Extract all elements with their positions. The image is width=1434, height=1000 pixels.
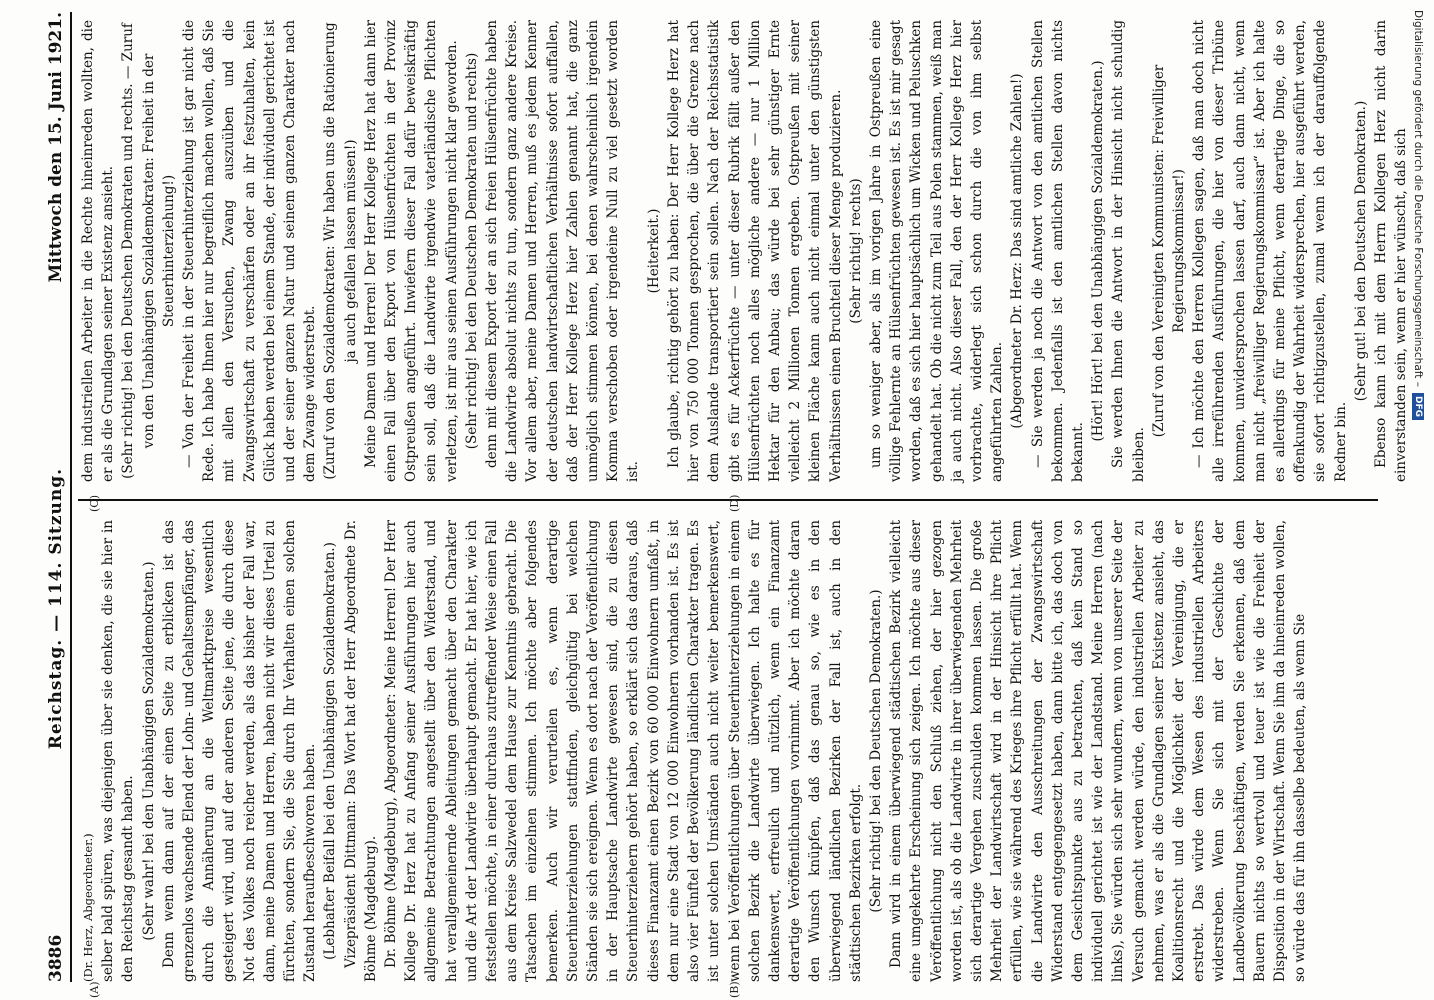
- left-column-paragraph: Denn wenn dann auf der einen Seite zu erblicken ist das grenzenlos wachsende Elend der Lohn- und Gehaltsempfänger, das durch die Annäherung an die Weltmarktpreise wesentlich gesteigert wird, und auf der anderen Seite jene, die durch diese Not des Volkes noch reicher werden, als das bisher der Fall war, dann, meine Damen und Herren, haben nicht wir dieses Urteil zu fürchten, sondern Sie, die Sie durch Ihr Verhalten einen solchen Zustand heraufbeschworen haben.: [160, 520, 319, 982]
- right-column-paragraph: — Sie werden ja noch die Antwort von den amtlichen Stellen bekommen. Jedenfalls ist den amtlichen Stellen davon nichts bekannt.: [1029, 20, 1086, 482]
- margin-marker-d: (D): [728, 494, 741, 512]
- right-column-paragraph: (Hört! Hört! bei den Unabhängigen Sozialdemokraten.): [1090, 60, 1107, 442]
- page-content: [38, 12, 1410, 998]
- right-column-paragraph: (Zuruf von den Sozialdemokraten: Wir haben uns die Rationierung ja auch gefallen lassen müssen!): [322, 22, 359, 480]
- right-column-paragraph: denn mit diesem Export der an sich freien Hülsenfrüchte haben die Landwirte absolut nichts zu tun, sondern ganz andere Kreise. Vor allem aber, meine Damen und Herren, muß es jedem Kenner der deutschen landwirtschaftlichen Verhältnisse sofort auffallen, daß der Herr Kollege Herz hier Zahlen genannt hat, die ganz unmöglich stimmen können, bei denen wahrscheinlich irgendein Komma verschoben oder irgendeine Null zu viel gesetzt worden ist.: [484, 20, 642, 482]
- right-column-paragraph: (Sehr richtig! rechts): [847, 178, 864, 324]
- margin-marker-a: (A): [88, 981, 101, 998]
- right-column-paragraph: um so weniger aber, als im vorigen Jahre in Ostpreußen eine völlige Fehlernte an Hülsenfrüchten gewesen ist. Es ist mir gesagt worden, daß es sich hier hauptsächlich um Wicken und Peluschken gehandelt hat. Ob die nicht zum Teil aus Polen stammen, weiß man ja auch nicht. Also dieser Fall, den der Herr Kollege Herz hier vorbrachte, widerlegt sich schon durch die von ihm selbst angeführten Zahlen.: [867, 20, 1006, 482]
- right-column-paragraph: Ich glaube, richtig gehört zu haben: Der Herr Kollege Herz hat hier von 750 000 Tonnen gesprochen, die über die Grenze nach dem Auslande transportiert sein sollen. Nach der Reichsstatistik gibt es für Ackerfrüchte — unter dieser Rubrik fällt außer den Hülsenfrüchten noch alles mögliche andere — nur 1 Million Hektar für den Anbau; das würde bei sehr günstiger Ernte vielleicht 2 Millionen Tonnen ergeben. Ostpreußen mit seiner kleinen Fläche kann auch nicht einmal unter den günstigsten Verhältnissen einen Bruchteil dieser Menge produzieren.: [665, 20, 844, 482]
- session-title: Reichstag. — 114. Sitzung.: [46, 467, 66, 750]
- dfg-logo: DFG: [1412, 393, 1424, 420]
- right-column-paragraph: (Zuruf von den Vereinigten Kommunisten: Freiwilliger Regierungskommissar!): [1150, 64, 1187, 438]
- left-column-paragraph: Vizepräsident Dittmann: Das Wort hat der Herr Abgeordnete Dr. Böhme (Magdeburg).: [342, 520, 379, 982]
- right-column-paragraph: dem industriellen Arbeiter in die Rechte hineinreden wollten, die er als die Grundlagen seiner Existenz ansieht.: [80, 20, 117, 482]
- right-column-paragraph: — Ich möchte den Herren Kollegen sagen, daß man doch nicht alle irreführenden Ausführungen, die hier von dieser Tribüne kommen, unwidersprochen lassen darf, auch dann nicht, wenn man nicht „freiwilliger Regierungskommissar“ ist. Aber ich halte es allerdings für meine Pflicht, wenn derartige Dinge, die so offenkundig der Wahrheit widersprechen, hier ausgeführt werden, sie sofort richtigzustellen, zumal wenn ich der darauffolgende Redner bin.: [1191, 20, 1349, 482]
- margin-marker-c: (C): [88, 495, 101, 512]
- left-column-paragraph: selber bald spüren, was diejenigen über sie denken, die sie hier in den Reichstag gesandt haben.: [100, 520, 137, 982]
- left-column-paragraph: Dr. Böhme (Magdeburg), Abgeordneter: Meine Herren! Der Herr Kollege Dr. Herz hat zu Anfang seiner Ausführungen hier auch allgemeine Betrachtungen angestellt über den Widerstand, und hat verallgemeinernde Ableitungen gemacht über den Charakter und die Art der Landwirte überhaupt gemacht. Er hat hier, wie ich feststellen möchte, in einer durchaus zutreffender Weise einen Fall aus dem Kreise Salzwedel dem Hause zur Kenntnis gebracht. Die Tatsachen im einzelnen stimmen. Ich möchte aber folgendes bemerken. Auch wir verurteilen es, wenn derartige Steuerhinterziehungen stattfinden, gleichgültig bei welchen Ständen sie sich ereignen. Wenn es dort nach der Veröffentlichung in der Hauptsache Landwirte gewesen sind, die zu diesen Steuerhinterziehern gehört haben, so erklärt sich das daraus, daß dieses Finanzamt einen Bezirk von 60 000 Einwohnern umfaßt, in dem nur eine Stadt von 12 000 Einwohnern vorhanden ist. Es ist also vier Fünftel der Bevölkerung ländlichen Charakter tragen. Es ist unter solchen Umständen auch nicht weiter bemerkenswert, wenn bei Veröffentlichungen über Steuerhinterziehungen in einem solchen Bezirk die Landwirte überwiegen. Ich halte es für dankenswert, erfreulich und nützlich, wenn ein Finanzamt derartige Veröffentlichungen vornimmt. Aber ich möchte daran den Wunsch knüpfen, daß das genau so, wie es in den überwiegend ländlichen Bezirken der Fall ist, auch in den städtischen Bezirken erfolgt.: [383, 520, 864, 982]
- left-column: [78, 520, 1378, 982]
- right-column: [78, 20, 1410, 482]
- credit-text: Digitalisierung gefördert durch die Deutsche Forschungsgemeinschaft –: [1412, 10, 1424, 387]
- right-column-paragraph: (Sehr richtig! bei den Deutschen Demokraten und rechts. — Zuruf von den Unabhängigen Sozialdemokraten: Freiheit in der Steuerhinterziehung!): [120, 23, 177, 479]
- digitization-credit: [1408, 10, 1428, 990]
- right-column-paragraph: (Heiterkeit.): [645, 208, 662, 294]
- right-column-paragraph: (Abgeordneter Dr. Herz: Das sind amtliche Zahlen!): [1009, 73, 1026, 429]
- margin-marker-b: (B): [728, 981, 741, 998]
- page-number: 3886: [46, 934, 66, 982]
- right-column-paragraph: — Von der Freiheit in der Steuerhinterziehung ist gar nicht die Rede. Ich habe Ihnen hier nur begreiflich machen wollen, daß Sie mit allen den Versuchen, Zwang auszuüben und die Zwangswirtschaft zu verschärfen oder an ihr festzuhalten, kein Glück haben werden bei einem Stande, der individuell gerichtet ist und der seiner ganzen Natur und seinem ganzen Charakter nach dem Zwange widerstrebt.: [181, 20, 319, 482]
- left-column-paragraph: (Lebhafter Beifall bei den Unabhängigen Sozialdemokraten.): [322, 542, 339, 960]
- page-header: [38, 12, 66, 982]
- right-column-paragraph: Meine Damen und Herren! Der Herr Kollege Herz hat dann hier einen Fall über den Export von Hülsenfrüchten in der Provinz Ostpreußen angeführt. Inwiefern dieser Fall dafür beweiskräftig sein soll, daß die Landwirte irgendwie vaterländische Pflichten verletzen, ist mir aus seinen Ausführungen nicht klar geworden.: [362, 20, 460, 482]
- right-column-paragraph: (Sehr richtig! bei den Deutschen Demokraten und rechts): [463, 52, 480, 450]
- left-column-paragraph: Dann wird in einem überwiegend städtischen Bezirk vielleicht eine umgekehrte Erscheinung sich zeigen. Ich möchte aus dieser Veröffentlichung nicht den Schluß ziehen, der hier gezogen worden ist, als ob die Landwirte in ihrer überwiegenden Mehrheit sich derartige Vergehen zuschulden kommen lassen. Die große Mehrheit der Landwirtschaft wird in der Hinsicht ihre Pflicht erfüllen, wie sie während des Krieges ihre Pflicht erfüllt hat. Wenn die Landwirte den Ausschreitungen der Zwangswirtschaft Widerstand entgegengesetzt haben, dann bitte ich, das doch von dem Gesichtspunkte aus zu betrachten, daß kein Stand so individuell gerichtet ist wie der Landstand. Meine Herren (nach links), Sie würden sich sehr wundern, wenn von unserer Seite der Versuch gemacht werden würde, den industriellen Arbeiter zu nehmen, was er als die Grundlagen seiner Existenz ansieht, das Koalitionsrecht und die Möglichkeit der Vereinigung, die er erstrebt. Das würde dem Wesen des industriellen Arbeiters widerstreben. Wenn Sie sich mit der Geschichte der Landbevölkerung beschäftigen, werden Sie erkennen, daß dem Bauern nichts so wertvoll und teuer ist wie die Freiheit der Disposition in der Wirtschaft. Wenn Sie ihm da hineinreden wollen, so würde das für ihn dasselbe bedeuten, als wenn Sie: [888, 520, 1309, 982]
- left-column-paragraph: (Sehr richtig! bei den Deutschen Demokraten.): [867, 589, 884, 913]
- left-column-paragraph: (Sehr wahr! bei den Unabhängigen Sozialdemokraten.): [140, 561, 157, 941]
- header-rule: [70, 12, 72, 982]
- session-date: Mittwoch den 15. Juni 1921.: [46, 12, 66, 283]
- left-column-paragraph: (Dr. Herz, Abgeordneter.): [81, 833, 95, 982]
- right-column-paragraph: (Sehr gut! bei den Deutschen Demokraten.): [1352, 100, 1369, 402]
- right-column-paragraph: Sie werden Ihnen die Antwort in der Hinsicht nicht schuldig bleiben.: [1110, 20, 1147, 482]
- right-column-paragraph: Ebenso kann ich mit dem Herrn Kollegen Herz nicht darin einverstanden sein, wenn er hier wünscht, daß sich: [1373, 20, 1410, 482]
